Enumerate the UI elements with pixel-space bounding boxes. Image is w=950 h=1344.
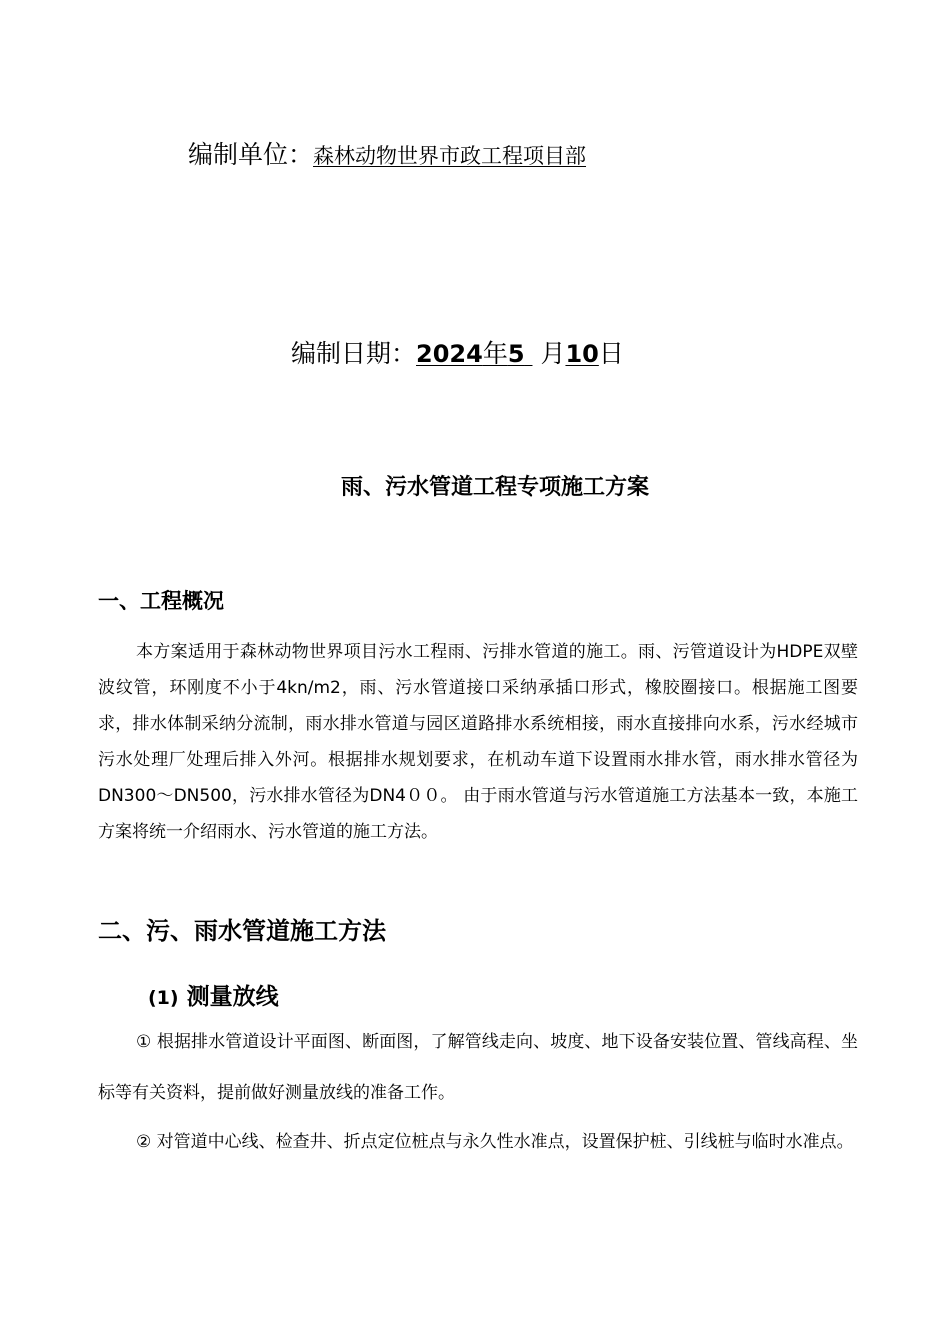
organization-line — [188, 135, 586, 171]
section-heading-methods: 二、污、雨水管道施工方法 — [98, 917, 386, 945]
date-year: 2024 — [416, 340, 483, 368]
date-month-unit: 月 — [540, 339, 566, 368]
date-label: 编制日期： — [291, 339, 417, 368]
overview-paragraph: 本方案适用于森林动物世界项目污水工程雨、污排水管道的施工。雨、污管道设计为HDPE双壁波纹管，环刚度不小于4kn/m2，雨、污水管道接口采纳承插口形式，橡胶圈接口。根据施工图要求，排水体制采纳分流制，雨水排水管道与园区道路排水系统相接，雨水直接排向水系，污水经城市污水处理厂处理后排入外河。根据排水规划要求，在机动车道下设置雨水排水管，雨水排水管径为DN300～DN500，污水排水管径为DN4００。 由于雨水管道与污水管道施工方法基本一致，本施工方案将统一介绍雨水、污水管道的施工方法。 — [98, 642, 858, 842]
date-line — [291, 334, 624, 370]
survey-step-1: ① 根据排水管道设计平面图、断面图，了解管线走向、坡度、地下设备安装位置、管线高程、坐标等有关资料，提前做好测量放线的准备工作。 — [98, 1032, 858, 1103]
date-day: 10 — [565, 340, 599, 368]
date-year-unit: 年 — [482, 339, 508, 368]
section-heading-overview: 一、工程概况 — [98, 589, 224, 613]
date-day-unit: 日 — [598, 339, 624, 368]
document-title: 雨、污水管道工程专项施工方案 — [340, 475, 649, 500]
subsection-heading-survey — [148, 978, 279, 1011]
subsection-title: 测量放线 — [186, 984, 279, 1010]
survey-step-2: ② 对管道中心线、检查井、折点定位桩点与永久性水准点，设置保护桩、引线桩与临时水准点。 — [136, 1132, 854, 1152]
subsection-number: (1) — [148, 987, 179, 1009]
date-month: 5 — [507, 340, 525, 368]
org-label: 编制单位： — [188, 140, 314, 169]
org-value: 森林动物世界市政工程项目部 — [313, 144, 587, 168]
